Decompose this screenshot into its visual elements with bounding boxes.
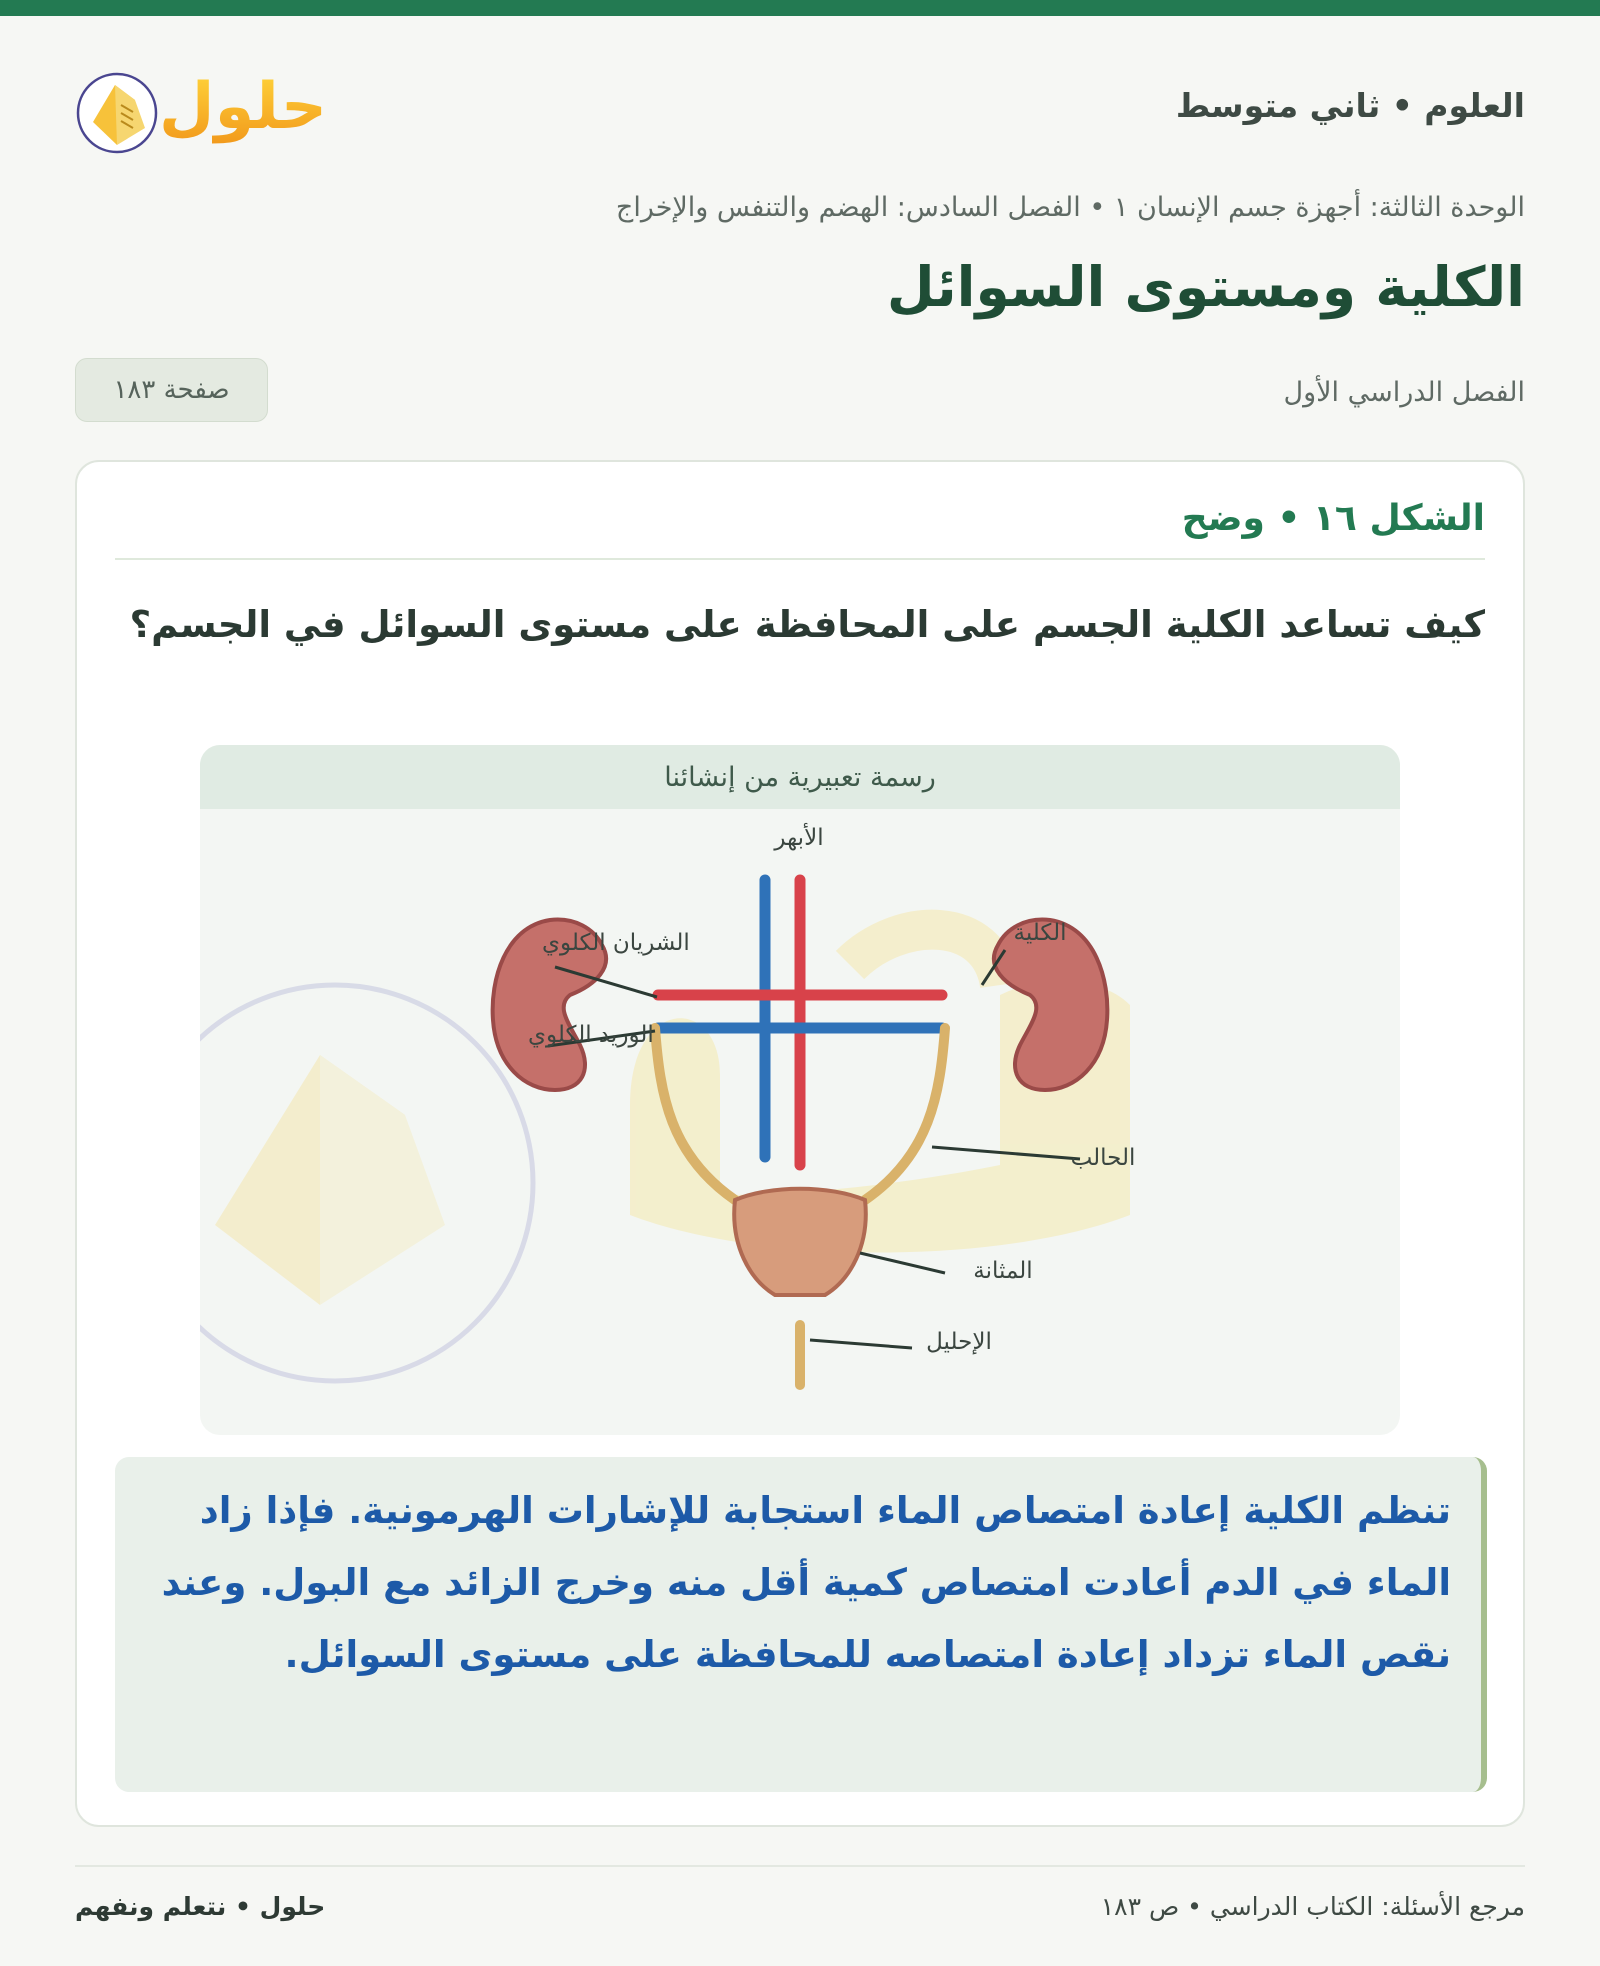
footer-brand: حلول • نتعلم ونفهم [75, 1892, 326, 1921]
bladder [734, 1189, 866, 1295]
label-ureter: الحالب [1070, 1145, 1136, 1171]
label-bladder: المثانة [973, 1258, 1033, 1284]
label-renal-vein: الوريد الكلوي [528, 1022, 654, 1048]
header [75, 50, 1525, 165]
site-logo[interactable] [75, 50, 335, 165]
label-urethra: الإحليل [926, 1329, 992, 1355]
leader-bladder [860, 1253, 945, 1273]
subject-title: العلوم • ثاني متوسط [1175, 86, 1525, 125]
label-renal-artery: الشريان الكلوي [542, 930, 690, 956]
question-text: كيف تساعد الكلية الجسم على المحافظة على مستوى السوائل في الجسم؟ [129, 603, 1485, 646]
urinary-system-diagram [200, 745, 1400, 1435]
answer-text: تنظم الكلية إعادة امتصاص الماء استجابة للإشارات الهرمونية. فإذا زاد الماء في الدم أعادت امتصاص كمية أقل منه وخرج الزائد مع البول. وعند نقص الماء تزداد إعادة امتصاصه للمحافظة على مستوى السوائل. [161, 1489, 1451, 1676]
leader-urethra [810, 1340, 912, 1348]
term-label: الفصل الدراسي الأول [1283, 377, 1525, 408]
page-title: الكلية ومستوى السوائل [886, 255, 1525, 319]
figure-caption: رسمة تعبيرية من إنشائنا [200, 745, 1400, 809]
label-aorta: الأبهر [774, 825, 824, 851]
answer-box [115, 1457, 1487, 1792]
logo-wordmark: حلول [159, 70, 327, 144]
footer-divider [75, 1865, 1525, 1867]
top-accent-bar [0, 0, 1600, 16]
page-number-badge: صفحة ١٨٣ [75, 358, 268, 422]
footer-reference: مرجع الأسئلة: الكتاب الدراسي • ص ١٨٣ [1100, 1892, 1525, 1921]
divider [115, 558, 1485, 560]
question-card [75, 460, 1525, 1827]
breadcrumb: الوحدة الثالثة: أجهزة جسم الإنسان ١ • الفصل السادس: الهضم والتنفس والإخراج [615, 192, 1525, 223]
label-kidney: الكلية [1013, 920, 1067, 946]
urinary-system-figure [200, 745, 1400, 1435]
right-ureter [865, 1028, 945, 1200]
figure-reference-heading: الشكل ١٦ • وضح [1181, 498, 1485, 539]
logo-graphic [75, 50, 335, 165]
